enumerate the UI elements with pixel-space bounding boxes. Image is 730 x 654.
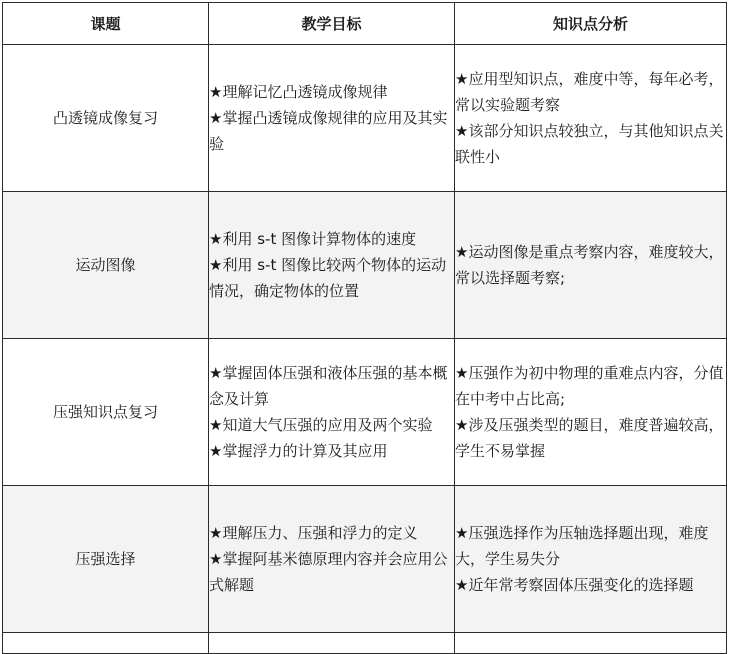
analysis-item: ★该部分知识点较独立，与其他知识点关联性小 xyxy=(455,122,724,166)
goal-item: ★利用 s-t 图像比较两个物体的运动情况，确定物体的位置 xyxy=(209,256,447,300)
goal-item: ★掌握凸透镜成像规律的应用及其实验 xyxy=(209,109,448,153)
goal-item: ★掌握固体压强和液体压强的基本概念及计算 xyxy=(209,364,448,408)
analysis-cell xyxy=(455,45,727,192)
analysis-cell xyxy=(455,339,727,486)
analysis-cell xyxy=(455,486,727,633)
empty-cell xyxy=(3,633,209,654)
topic-cell: 凸透镜成像复习 xyxy=(3,45,209,192)
analysis-item: ★压强选择作为压轴选择题出现，难度大，学生易失分 xyxy=(455,524,709,568)
analysis-item: ★应用型知识点，难度中等，每年必考，常以实验题考察 xyxy=(455,70,724,114)
table-row xyxy=(3,339,727,486)
header-topic: 课题 xyxy=(3,3,209,45)
goal-item: ★掌握浮力的计算及其应用 xyxy=(209,442,388,460)
goal-item: ★利用 s-t 图像计算物体的速度 xyxy=(209,230,417,248)
table-row xyxy=(3,45,727,192)
empty-cell xyxy=(209,633,455,654)
analysis-cell xyxy=(455,192,727,339)
analysis-item: ★运动图像是重点考察内容，难度较大，常以选择题考察; xyxy=(455,243,724,287)
header-analysis: 知识点分析 xyxy=(455,3,727,45)
header-row xyxy=(3,3,727,45)
header-goals: 教学目标 xyxy=(209,3,455,45)
table-row-continued xyxy=(3,633,727,654)
goal-item: ★理解记忆凸透镜成像规律 xyxy=(209,83,388,101)
goal-item: ★理解压力、压强和浮力的定义 xyxy=(209,524,418,542)
empty-cell xyxy=(455,633,727,654)
goal-item: ★掌握阿基米德原理内容并会应用公式解题 xyxy=(209,550,448,594)
goals-cell xyxy=(209,192,455,339)
goal-item: ★知道大气压强的应用及两个实验 xyxy=(209,416,433,434)
goals-cell xyxy=(209,339,455,486)
topic-cell: 压强知识点复习 xyxy=(3,339,209,486)
analysis-item: ★近年常考察固体压强变化的选择题 xyxy=(455,576,694,594)
lesson-plan-table xyxy=(2,2,727,654)
analysis-item: ★涉及压强类型的题目，难度普遍较高，学生不易掌握 xyxy=(455,416,724,460)
analysis-item: ★压强作为初中物理的重难点内容，分值在中考中占比高; xyxy=(455,364,724,408)
goals-cell xyxy=(209,45,455,192)
topic-cell: 压强选择 xyxy=(3,486,209,633)
goals-cell xyxy=(209,486,455,633)
table-row xyxy=(3,486,727,633)
table-row xyxy=(3,192,727,339)
topic-cell: 运动图像 xyxy=(3,192,209,339)
